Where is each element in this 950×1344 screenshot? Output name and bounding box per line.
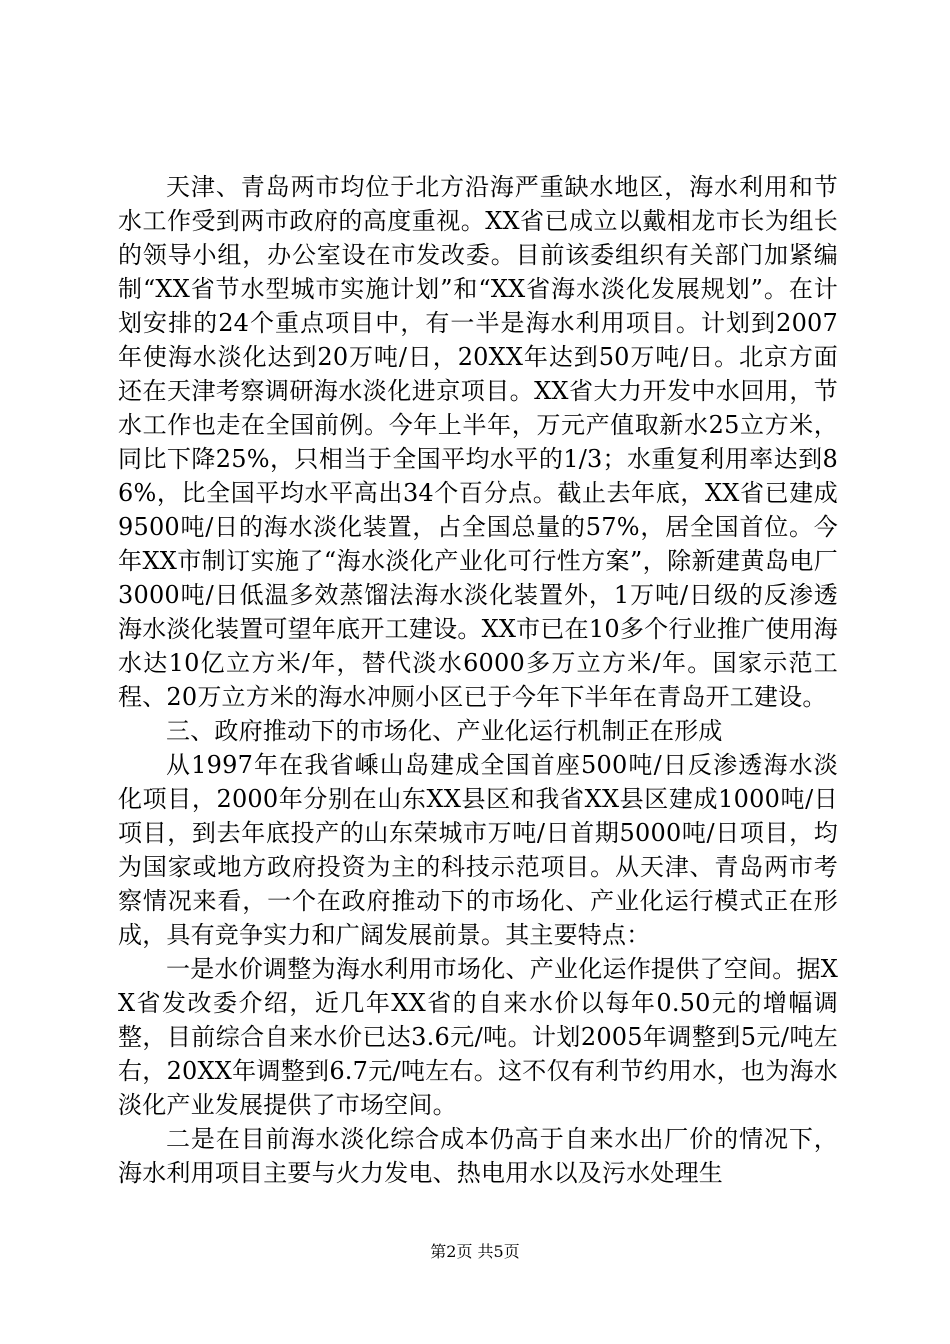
paragraph-3: 一是水价调整为海水利用市场化、产业化运作提供了空间。据XX省发改委介绍，近几年XX省的自来水价以每年0.50元的增幅调整，目前综合自来水价已达3.6元/吨。计划2005年调整到5元/吨左右，20XX年调整到6.7元/吨左右。这不仅有利节约用水，也为海水淡化产业发展提供了市场空间。 (118, 955, 838, 1119)
paragraph-1: 天津、青岛两市均位于北方沿海严重缺水地区，海水利用和节水工作受到两市政府的高度重视。XX省已成立以戴相龙市长为组长的领导小组，办公室设在市发改委。目前该委组织有关部门加紧编制“XX省节水型城市实施计划”和“XX省海水淡化发展规划”。在计划安排的24个重点项目中，有一半是海水利用项目。计划到2007年使海水淡化达到20万吨/日，20XX年达到50万吨/日。北京方面还在天津考察调研海水淡化进京项目。XX省大力开发中水回用，节水工作也走在全国前例。今年上半年，万元产值取新水25立方米，同比下降25%，只相当于全国平均水平的1/3；水重复利用率达到86%，比全国平均水平高出34个百分点。截止去年底，XX省已建成9500吨/日的海水淡化装置，占全国总量的57%，居全国首位。今年XX市制订实施了“海水淡化产业化可行性方案”，除新建黄岛电厂3000吨/日低温多效蒸馏法海水淡化装置外，1万吨/日级的反渗透海水淡化装置可望年底开工建设。XX市已在10多个行业推广使用海水达10亿立方米/年，替代淡水6000多万立方米/年。国家示范工程、20万立方米的海水冲厕小区已于今年下半年在青岛开工建设。 (118, 173, 838, 711)
paragraph-2: 从1997年在我省嵊山岛建成全国首座500吨/日反渗透海水淡化项目，2000年分别在山东XX县区和我省XX县区建成1000吨/日项目，到去年底投产的山东荣城市万吨/日首期5000吨/日项目，均为国家或地方政府投资为主的科技示范项目。从天津、青岛两市考察情况来看，一个在政府推动下的市场化、产业化运行模式正在形成，具有竞争实力和广阔发展前景。其主要特点： (118, 751, 838, 949)
paragraph-4: 二是在目前海水淡化综合成本仍高于自来水出厂价的情况下，海水利用项目主要与火力发电、热电用水以及污水处理生 (118, 1125, 838, 1187)
section-heading: 三、政府推动下的市场化、产业化运行机制正在形成 (166, 717, 723, 745)
document-body (118, 170, 838, 1190)
page-number-footer: 第2页 共5页 (430, 1242, 520, 1261)
